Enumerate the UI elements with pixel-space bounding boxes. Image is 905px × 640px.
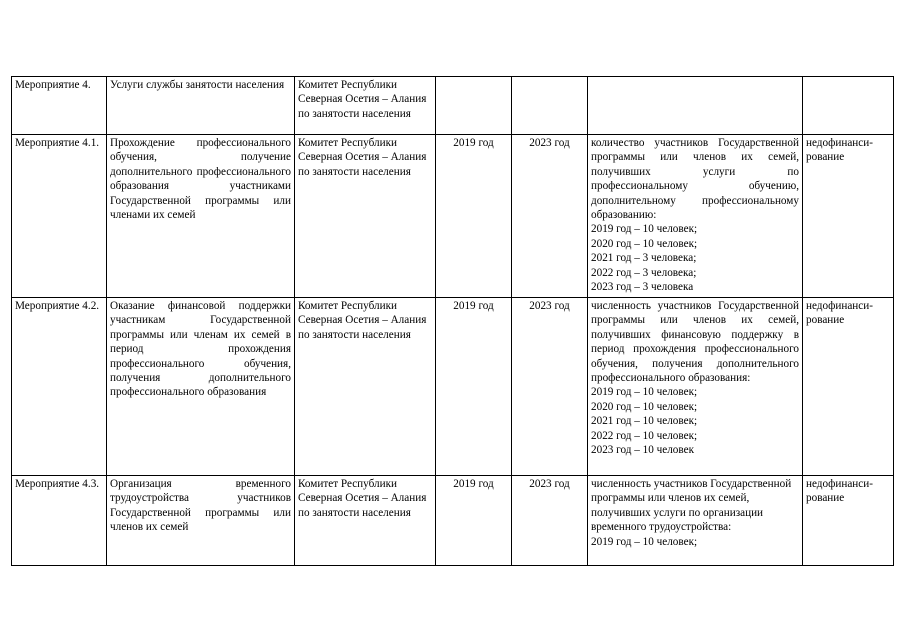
- start-year-cell: 2019 год: [436, 298, 512, 476]
- indicator-text: численность участников Государственной программы или членов их семей, получивших услуги по организации временного трудоустройства:: [591, 478, 792, 534]
- measures-table: [11, 76, 894, 566]
- end-year-cell: [512, 77, 588, 135]
- start-year-cell: [436, 77, 512, 135]
- end-year-cell: 2023 год: [512, 476, 588, 566]
- end-year-cell: 2023 год: [512, 135, 588, 298]
- start-year-cell: 2019 год: [436, 476, 512, 566]
- indicator-text: количество участников Государственной программы или членов их семей, получивших услуги по профессиональному обучению, дополнительному профессиональному образованию:: [591, 137, 799, 222]
- indicator-year-line: 2019 год – 10 человек;: [591, 535, 698, 548]
- executor-cell: Комитет Республики Северная Осетия – Алания по занятости населения: [295, 298, 436, 476]
- measure-name-cell: Услуги службы занятости населения: [107, 77, 295, 135]
- indicator-year-line: 2022 год – 10 человек;: [591, 429, 698, 442]
- indicator-year-line: 2023 год – 10 человек: [591, 444, 695, 457]
- end-year-cell: 2023 год: [512, 298, 588, 476]
- measure-code-cell: Мероприятие 4.2.: [12, 298, 107, 476]
- indicator-cell: [588, 77, 803, 135]
- measure-name-cell: Организация временного трудоустройства участников Государственной программы или членов их семей: [107, 476, 295, 566]
- financing-cell: [803, 77, 894, 135]
- executor-cell: Комитет Республики Северная Осетия – Алания по занятости населения: [295, 476, 436, 566]
- indicator-year-line: 2020 год – 10 человек;: [591, 237, 698, 250]
- financing-cell: недофинанси-рование: [803, 476, 894, 566]
- table-row: [12, 77, 894, 135]
- measure-name-cell: Оказание финансовой поддержки участникам Государственной программы или членам их семей в период прохождения профессионального обучения, получения дополнительного профессионального образования: [107, 298, 295, 476]
- indicator-cell: [588, 135, 803, 298]
- financing-cell: недофинанси-рование: [803, 135, 894, 298]
- indicator-year-line: 2022 год – 3 человека;: [591, 266, 697, 279]
- indicator-year-line: 2019 год – 10 человек;: [591, 223, 698, 236]
- executor-cell: Комитет Республики Северная Осетия – Алания по занятости населения: [295, 77, 436, 135]
- start-year-cell: 2019 год: [436, 135, 512, 298]
- table-row: [12, 476, 894, 566]
- measure-name-cell: Прохождение профессионального обучения, получение дополнительного профессионального образования участниками Государственной программы или членами их семей: [107, 135, 295, 298]
- financing-cell: недофинанси-рование: [803, 298, 894, 476]
- indicator-year-line: 2021 год – 10 человек;: [591, 415, 698, 428]
- indicator-year-line: 2019 год – 10 человек;: [591, 386, 698, 399]
- indicator-cell: [588, 476, 803, 566]
- measure-code-cell: Мероприятие 4.3.: [12, 476, 107, 566]
- measure-code-cell: Мероприятие 4.: [12, 77, 107, 135]
- table-row: [12, 298, 894, 476]
- indicator-year-line: 2023 год – 3 человека: [591, 281, 694, 294]
- table-row: [12, 135, 894, 298]
- executor-cell: Комитет Республики Северная Осетия – Алания по занятости населения: [295, 135, 436, 298]
- indicator-cell: [588, 298, 803, 476]
- indicator-text: численность участников Государственной программы или членов их семей, получивших финансовую поддержку в период прохождения профессионального обучения, получения дополнительного профессионального образования:: [591, 300, 799, 385]
- indicator-year-line: 2020 год – 10 человек;: [591, 400, 698, 413]
- indicator-year-line: 2021 год – 3 человека;: [591, 252, 697, 265]
- measure-code-cell: Мероприятие 4.1.: [12, 135, 107, 298]
